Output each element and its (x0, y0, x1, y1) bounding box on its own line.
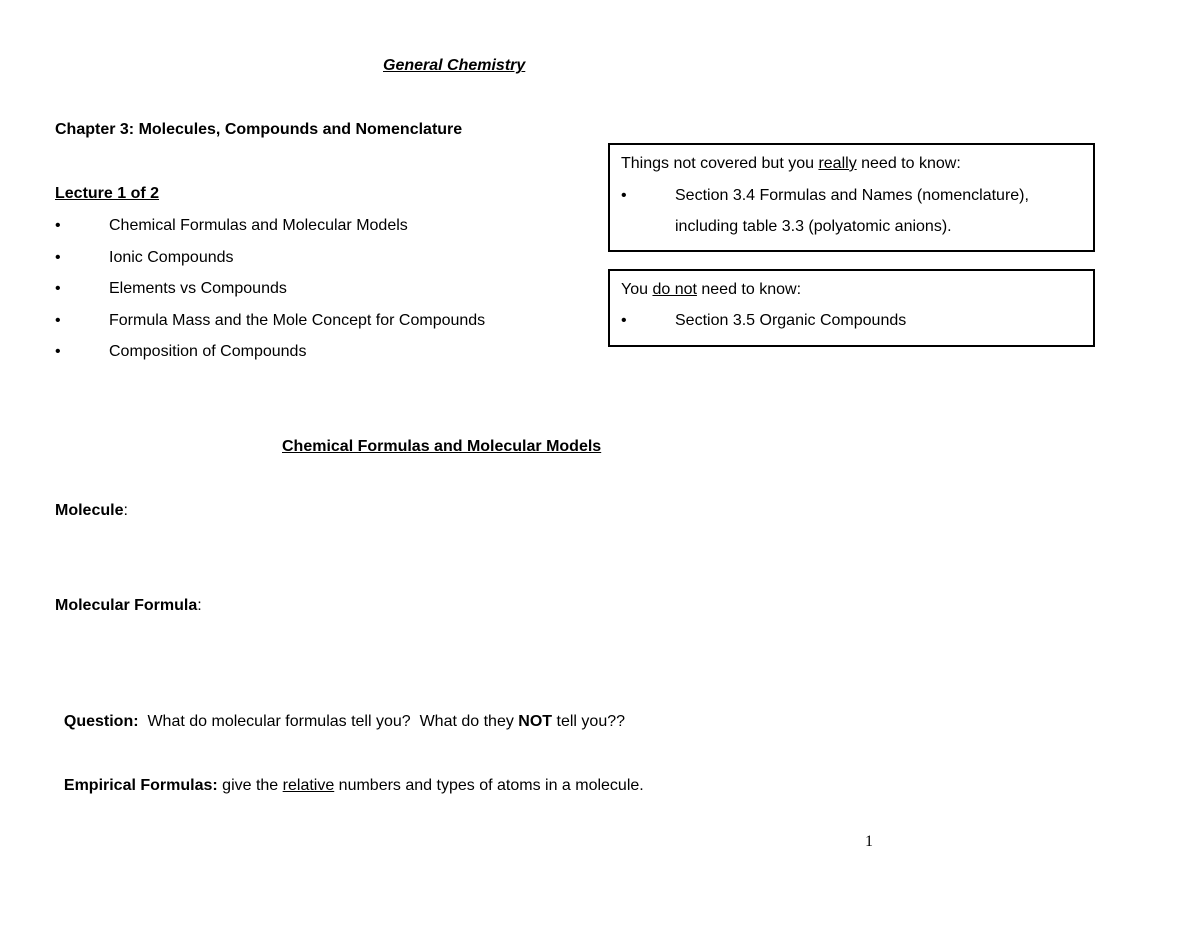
question-emphasis: NOT (518, 713, 553, 730)
bullet-icon: • (55, 217, 61, 234)
bullet-icon: • (621, 312, 627, 329)
box-heading-emphasis: really (818, 155, 857, 172)
chapter-title: Chapter 3: Molecules, Compounds and Nomenclature (55, 121, 463, 138)
molecular-formula-definition-label (55, 596, 202, 616)
empirical-text: numbers and types of atoms in a molecule. (334, 777, 644, 794)
box-heading-emphasis: do not (652, 281, 697, 298)
box-item-text: Section 3.5 Organic Compounds (675, 312, 907, 329)
question-text: What do molecular formulas tell you? What do they (138, 713, 519, 730)
empirical-emphasis: relative (282, 777, 335, 794)
lecture-heading: Lecture 1 of 2 (55, 185, 160, 202)
bullet-icon: • (55, 311, 61, 329)
term-label: Molecular Formula (55, 597, 198, 614)
box-heading (621, 154, 961, 174)
box-item-text: including table 3.3 (polyatomic anions). (675, 218, 952, 235)
term-label: Molecule (55, 502, 124, 519)
empirical-formulas-line (55, 756, 644, 796)
box-heading (621, 280, 801, 300)
empirical-label: Empirical Formulas: (63, 777, 218, 794)
question-label: Question: (63, 713, 139, 730)
topic-text: Formula Mass and the Mole Concept for Compounds (109, 311, 486, 329)
document-title: General Chemistry (383, 57, 526, 74)
question-line (55, 692, 625, 732)
bullet-icon: • (621, 187, 627, 204)
topic-text: Elements vs Compounds (109, 280, 287, 297)
topic-text: Ionic Compounds (109, 248, 234, 266)
topic-text: Chemical Formulas and Molecular Models (109, 217, 408, 234)
colon: : (123, 502, 128, 519)
not-needed-box (608, 269, 1095, 347)
empirical-text: give the (217, 777, 283, 794)
section-heading: Chemical Formulas and Molecular Models (282, 438, 602, 455)
question-text: tell you?? (552, 713, 626, 730)
bullet-icon: • (55, 248, 61, 266)
not-covered-but-needed-box (608, 143, 1095, 252)
bullet-icon: • (55, 280, 61, 297)
box-heading-text: Things not covered but you (621, 155, 819, 172)
molecule-definition-label (55, 501, 128, 521)
topic-text: Composition of Compounds (109, 343, 307, 360)
colon: : (197, 597, 202, 614)
page-number: 1 (865, 833, 873, 850)
bullet-icon: • (55, 343, 61, 360)
box-item-text: Section 3.4 Formulas and Names (nomenclature), (675, 187, 1029, 204)
box-heading-text: You (621, 281, 653, 298)
box-heading-text: need to know: (696, 281, 802, 298)
box-heading-text: need to know: (856, 155, 961, 172)
